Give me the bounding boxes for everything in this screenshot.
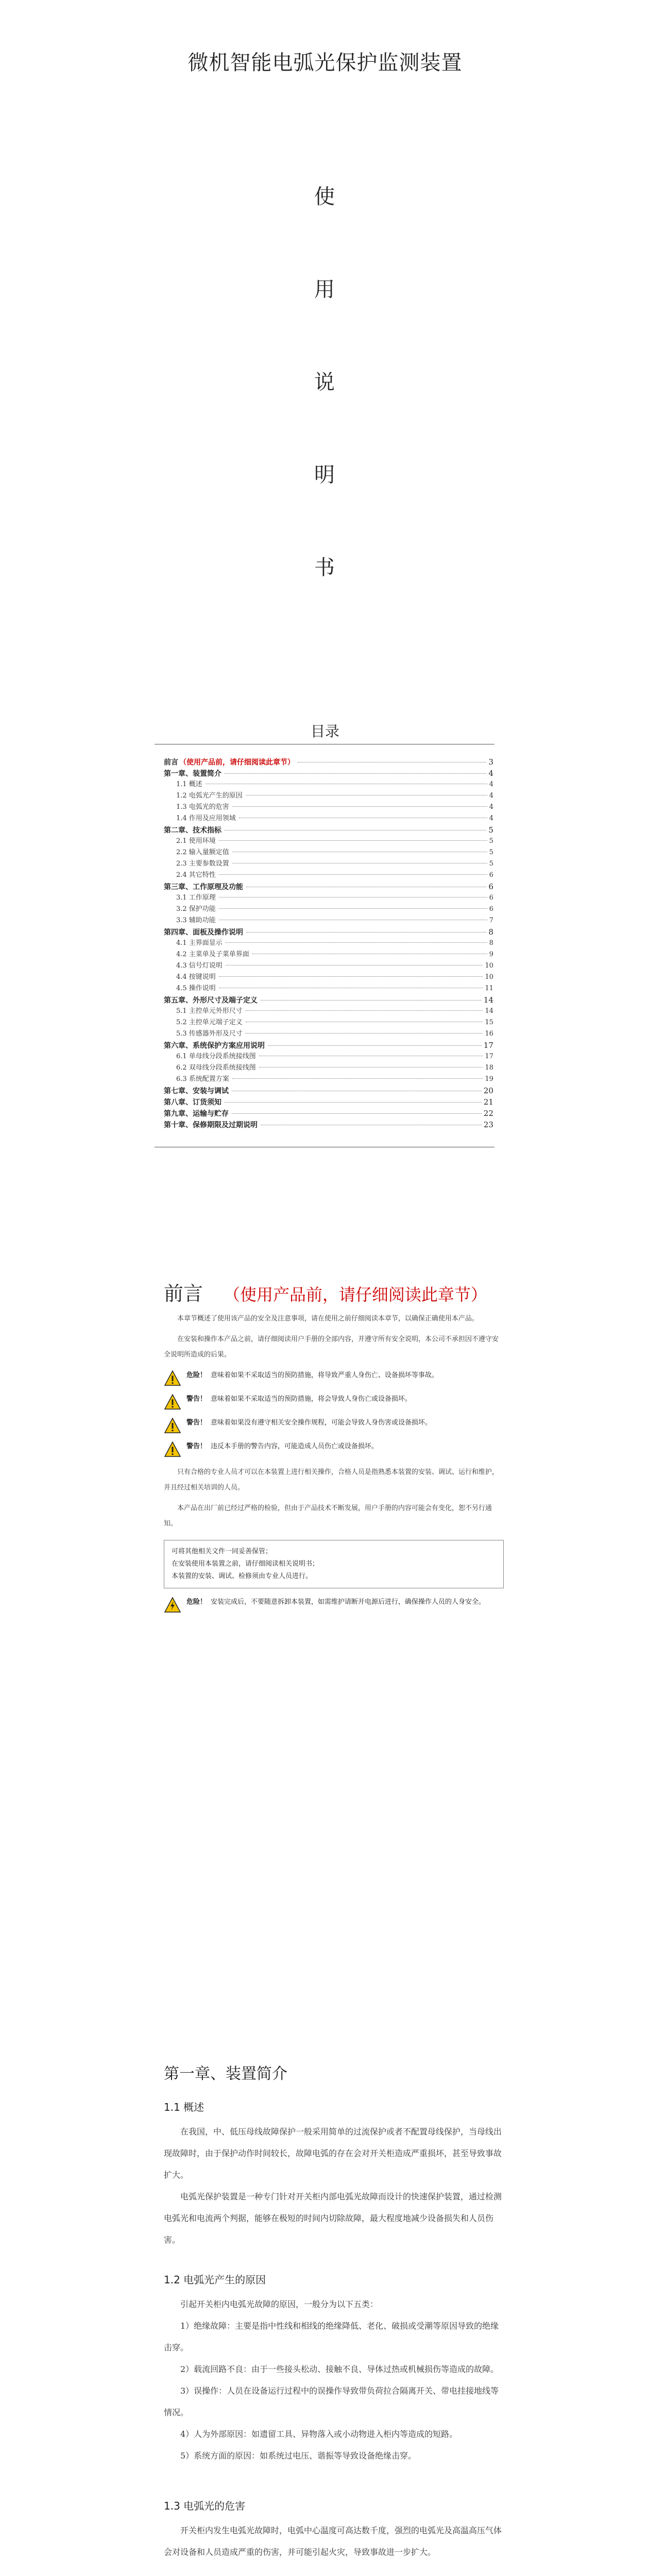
toc-entry-label: 5.2 主控单元端子定义 <box>176 1019 243 1026</box>
toc-entry[interactable] <box>164 1017 493 1028</box>
danger-item: 危险！ 安装完成后，不要随意拆卸本装置，如需维护请断开电源后进行，确保操作人员的人身安全。 <box>164 1597 504 1613</box>
toc-entry-label: 2.1 使用环境 <box>176 837 216 845</box>
warning-icon <box>164 1441 181 1458</box>
toc-page-number: 6 <box>489 871 493 879</box>
toc-entry[interactable] <box>164 904 493 915</box>
toc-entry[interactable] <box>164 802 493 813</box>
danger-icon <box>164 1597 181 1613</box>
chapter-1 <box>164 2061 504 2576</box>
toc-entry-label: 5.1 主控单元外形尺寸 <box>176 1007 243 1015</box>
toc-entry-label: 第九章、运输与贮存 <box>164 1110 229 1118</box>
toc-entry[interactable] <box>164 858 493 870</box>
toc-entry-label: 4.2 主菜单及子菜单界面 <box>176 951 249 958</box>
body-paragraph: 引起开关柜内电弧光故障的原因，一般分为以下五类： <box>180 2299 379 2309</box>
toc-page-number: 6 <box>488 882 493 891</box>
toc-page-number: 4 <box>489 792 493 800</box>
toc-entry[interactable] <box>164 1096 493 1108</box>
toc-entry[interactable] <box>164 892 493 904</box>
toc-page-number: 18 <box>485 1064 493 1072</box>
toc-title: 目录 <box>310 723 339 740</box>
toc-entry[interactable] <box>164 824 493 836</box>
toc-page-number: 5 <box>489 849 493 856</box>
preface-heading: 前言 （使用产品前，请仔细阅读此章节） <box>164 1282 488 1305</box>
toc-entry-label: 第八章、订货须知 <box>164 1098 221 1107</box>
toc-page-number: 5 <box>489 837 493 845</box>
cover-char: 用 <box>314 278 335 301</box>
cover-title: 微机智能电弧光保护监测装置 <box>187 51 463 75</box>
warning-icon <box>164 1370 181 1386</box>
toc-entry-label: 3.1 工作原理 <box>176 894 216 902</box>
toc-entry-label: 第四章、面板及操作说明 <box>164 928 243 937</box>
section-title: 1.3 电弧光的危害 <box>164 2500 246 2512</box>
toc-page-number: 14 <box>485 1007 493 1015</box>
toc-page-number: 10 <box>485 962 493 970</box>
list-item: 3）误操作：人员在设备运行过程中的误操作导致带负荷拉合隔离开关、带电挂接地线等情况。 <box>164 2386 499 2417</box>
toc-entry[interactable] <box>164 881 493 892</box>
toc-leader-dots <box>219 840 487 841</box>
toc-page-number: 16 <box>485 1030 493 1038</box>
warning-item: 警告！ 意味着如果没有遵守相关安全操作规程，可能会导致人身伤害或设备损坏。 <box>164 1417 504 1434</box>
toc-page-number: 8 <box>488 927 493 937</box>
toc-entry-label: 2.4 其它特性 <box>176 871 216 879</box>
toc-entry-label: 6.1 单母线分段系统接线图 <box>176 1053 256 1060</box>
chapter-title: 第一章、装置简介 <box>164 2065 287 2083</box>
section-title: 1.2 电弧光产生的原因 <box>164 2274 266 2286</box>
toc-page-number: 14 <box>483 995 493 1005</box>
toc-page-number: 19 <box>485 1075 493 1083</box>
cover-char: 说 <box>314 370 335 394</box>
toc-entry[interactable] <box>164 1119 493 1130</box>
table-of-contents <box>164 756 493 1130</box>
toc-entry[interactable] <box>164 983 493 994</box>
toc-entry[interactable] <box>164 926 493 938</box>
toc-entry-note: （使用产品前，请仔细阅读此章节） <box>179 758 295 767</box>
toc-page-number: 4 <box>489 815 493 822</box>
preface-paragraph: 只有合格的专业人员才可以在本装置上进行相关操作，合格人员是指熟悉本装置的安装、调试、运行和维护，并且经过相关培训的人员。 <box>164 1468 499 1492</box>
toc-leader-dots <box>261 1000 482 1001</box>
toc-entry-label: 1.1 概述 <box>176 781 202 788</box>
toc-page-number: 21 <box>483 1097 493 1107</box>
toc-leader-dots <box>268 1045 482 1046</box>
toc-entry[interactable] <box>164 1040 493 1051</box>
toc-entry[interactable] <box>164 960 493 972</box>
toc-page-number: 9 <box>489 951 493 958</box>
toc-entry-label: 第七章、安装与调试 <box>164 1087 229 1095</box>
toc-page-number: 15 <box>485 1019 493 1026</box>
toc-entry[interactable] <box>164 1028 493 1040</box>
toc-leader-dots <box>219 908 487 909</box>
toc-leader-dots <box>246 932 486 933</box>
toc-entry[interactable] <box>164 949 493 960</box>
toc-page-number: 6 <box>489 894 493 902</box>
toc-entry[interactable] <box>164 813 493 824</box>
toc-page-number: 11 <box>485 985 493 992</box>
toc-leader-dots <box>232 1078 483 1079</box>
toc-leader-dots <box>225 830 486 831</box>
cover-char: 书 <box>314 556 335 580</box>
toc-entry-label: 4.5 操作说明 <box>176 985 216 992</box>
list-item: 2）载流回路不良：由于一些接头松动、接触不良、导体过热或机械损伤等造成的故障。 <box>180 2364 499 2374</box>
toc-page-number: 5 <box>489 860 493 868</box>
toc-page-number: 3 <box>488 757 493 767</box>
list-item: 1）绝缘故障：主要是指中性线和相线的绝缘降低、老化、破损或受潮等原因导致的绝缘击穿。 <box>164 2321 499 2352</box>
warning-item: 危险！ 意味着如果不采取适当的预防措施，将导致严重人身伤亡、设备损坏等事故。 <box>164 1370 504 1386</box>
toc-page-number: 17 <box>483 1041 493 1050</box>
preface-paragraph: 本章节概述了使用该产品的安全及注意事项，请在使用之前仔细阅读本章节，以确保正确使用本产品。 <box>177 1315 479 1323</box>
toc-entry[interactable] <box>164 1006 493 1017</box>
section-title: 1.1 概述 <box>164 2101 204 2113</box>
toc-entry[interactable] <box>164 972 493 983</box>
toc-page-number: 23 <box>483 1120 493 1129</box>
toc-page-number: 20 <box>483 1086 493 1095</box>
toc-entry-label: 第十章、保修期限及过期说明 <box>164 1121 258 1129</box>
toc-entry[interactable] <box>164 1108 493 1119</box>
toc-entry-label: 1.2 电弧光产生的原因 <box>176 792 243 800</box>
toc-entry[interactable] <box>164 779 493 790</box>
body-paragraph: 开关柜内发生电弧光故障时，电弧中心温度可高达数千度，强烈的电弧光及高温高压气体会对设备和人员造成严重的伤害，并可能引起火灾，导致事故进一步扩大。 <box>164 2526 502 2557</box>
notice-line: 本装置的安装、调试、检修须由专业人员进行。 <box>172 1572 313 1580</box>
warning-icon <box>164 1417 181 1434</box>
toc-entry-label: 第二章、技术指标 <box>164 826 221 835</box>
warning-item: 警告！ 违反本手册的警告内容，可能造成人员伤亡或设备损坏。 <box>164 1441 504 1458</box>
toc-page-number: 10 <box>485 973 493 981</box>
toc-page-number: 4 <box>489 781 493 788</box>
toc-leader-dots <box>232 806 487 807</box>
toc-entry[interactable] <box>164 768 493 779</box>
toc-page-number: 22 <box>483 1109 493 1118</box>
toc-page-number: 5 <box>488 825 493 835</box>
toc-entry[interactable] <box>164 1051 493 1062</box>
toc-page-number: 4 <box>488 769 493 778</box>
toc-entry-label: 6.2 双母线分段系统接线图 <box>176 1064 256 1072</box>
toc-entry[interactable] <box>164 756 493 768</box>
toc-entry[interactable] <box>164 1085 493 1096</box>
toc-entry[interactable] <box>164 1074 493 1085</box>
toc-leader-dots <box>246 1010 483 1011</box>
toc-leader-dots <box>225 773 486 774</box>
toc-page-number: 7 <box>489 917 493 924</box>
body-paragraph: 在我国，中、低压母线故障保护一般采用简单的过流保护或者不配置母线保护，当母线出现故障时，由于保护动作时间较长，故障电弧的存在会对开关柜造成严重损坏，甚至导致事故扩大。 <box>164 2127 502 2180</box>
toc-entry-label: 4.3 信号灯说明 <box>176 962 223 970</box>
preface-section <box>164 1278 504 1620</box>
toc-entry-label: 3.2 保护功能 <box>176 905 216 913</box>
toc-leader-dots <box>219 874 487 875</box>
warning-icon <box>164 1394 181 1410</box>
toc-entry-label: 第三章、工作原理及功能 <box>164 883 243 891</box>
list-item: 4）人为外部原因：如遗留工具、异物落入或小动物进入柜内等造成的短路。 <box>180 2429 458 2439</box>
toc-entry-label: 1.3 电弧光的危害 <box>176 803 229 811</box>
body-paragraph: 电弧光保护装置是一种专门针对开关柜内部电弧光故障而设计的快速保护装置，通过检测电弧光和电流两个判据，能够在极短的时间内切除故障，最大程度地减少设备损失和人员伤害。 <box>164 2192 502 2245</box>
toc-entry[interactable] <box>164 1062 493 1074</box>
toc-entry-label: 4.1 主界面显示 <box>176 939 223 947</box>
toc-entry-label: 5.3 传感器外形及尺寸 <box>176 1030 243 1038</box>
toc-entry-label: 3.3 辅助功能 <box>176 917 216 924</box>
toc-leader-dots <box>225 1102 482 1103</box>
notice-line: 可将其他相关文件一同妥善保管； <box>172 1548 272 1555</box>
toc-entry-label: 第一章、装置简介 <box>164 770 221 778</box>
notice-box <box>164 1540 504 1588</box>
toc-page-number: 8 <box>489 939 493 947</box>
preface-paragraph: 本产品在出厂前已经过严格的检验，但由于产品技术不断发展，用户手册的内容可能会有变化，恕不另行通知。 <box>164 1504 492 1528</box>
toc-entry[interactable] <box>164 994 493 1006</box>
toc-page-number: 6 <box>489 905 493 913</box>
toc-entry[interactable] <box>164 938 493 949</box>
toc-entry-label: 前言 <box>164 758 178 767</box>
preface-paragraph: 在安装和操作本产品之前，请仔细阅读用户手册的全部内容，并遵守所有安全说明，本公司不承担因不遵守安全说明所造成的后果。 <box>164 1335 499 1359</box>
toc-entry[interactable] <box>164 836 493 847</box>
toc-entry-label: 第六章、系统保护方案应用说明 <box>164 1042 265 1050</box>
toc-entry-label: 6.3 系统配置方案 <box>176 1075 229 1083</box>
warning-item: 警告！ 意味着如果不采取适当的预防措施，将会导致人身伤亡或设备损坏。 <box>164 1394 504 1410</box>
toc-leader-dots <box>232 1113 482 1114</box>
toc-entry[interactable] <box>164 915 493 926</box>
toc-entry[interactable] <box>164 790 493 802</box>
toc-entry[interactable] <box>164 847 493 858</box>
toc-entry[interactable] <box>164 870 493 881</box>
toc-entry-label: 4.4 按键说明 <box>176 973 216 981</box>
toc-entry-label: 第五章、外形尺寸及端子定义 <box>164 996 258 1005</box>
cover-char: 使 <box>314 185 335 209</box>
notice-line: 在安装使用本装置之前，请仔细阅读相关说明书； <box>172 1560 319 1568</box>
toc-leader-dots <box>226 942 487 943</box>
toc-page-number: 4 <box>489 803 493 811</box>
cover-char: 明 <box>314 463 335 487</box>
toc-entry-label: 2.2 输入量额定值 <box>176 849 229 856</box>
toc-leader-dots <box>219 976 483 977</box>
toc-entry-label: 2.3 主要参数设置 <box>176 860 229 868</box>
list-item: 5）系统方面的原因：如系统过电压、谐振等导致设备绝缘击穿。 <box>180 2451 417 2461</box>
toc-entry-label: 1.4 作用及应用领域 <box>176 815 236 822</box>
toc-page-number: 17 <box>485 1053 493 1060</box>
